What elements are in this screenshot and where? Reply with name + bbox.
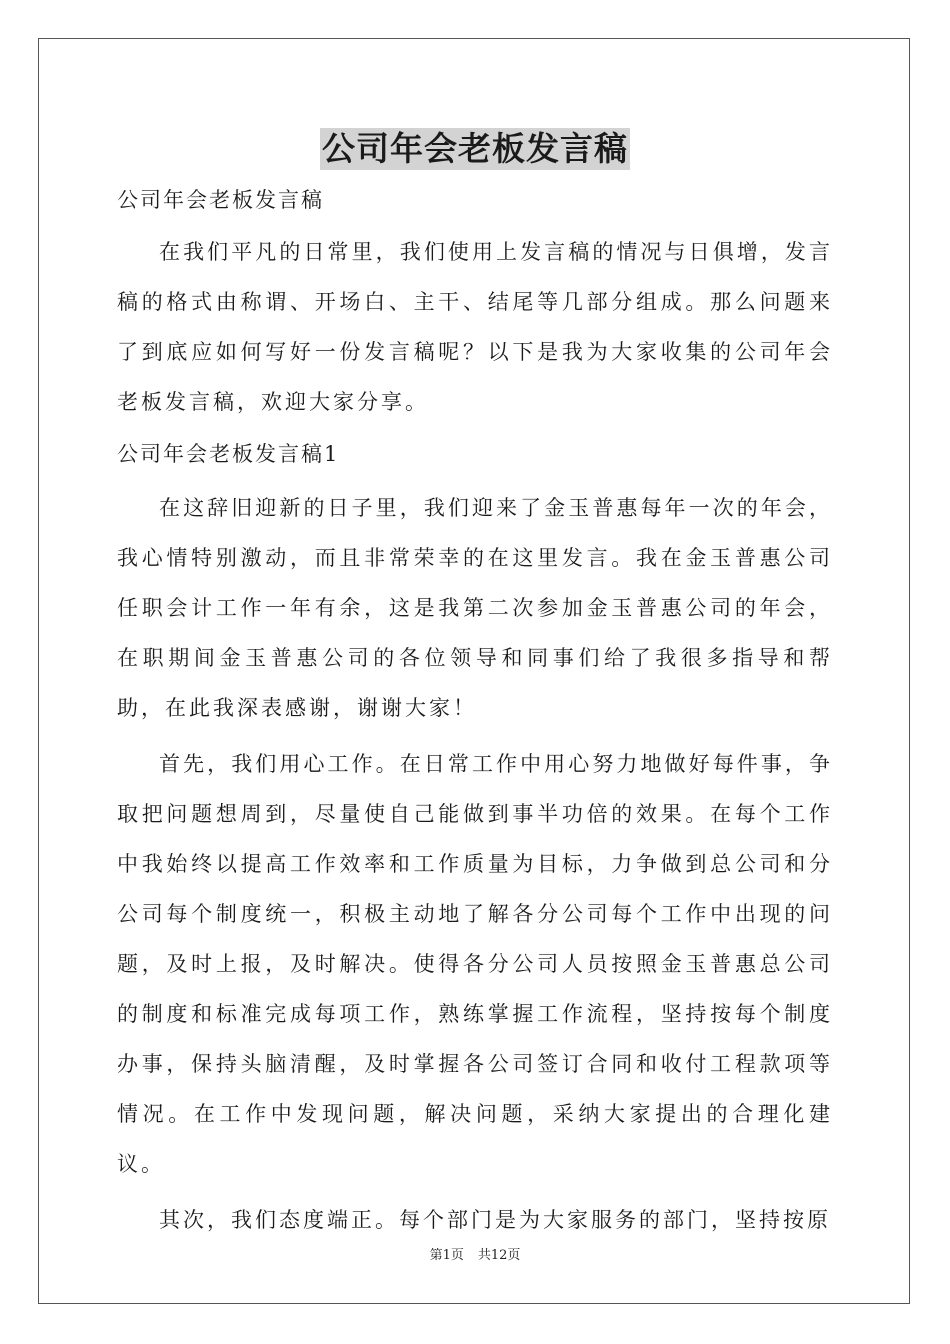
page-footer bbox=[0, 1247, 950, 1265]
body-paragraph: 其次，我们态度端正。每个部门是为大家服务的部门，坚持按原 bbox=[159, 1208, 831, 1232]
document-title: 公司年会老板发言稿 bbox=[322, 129, 628, 168]
intro-paragraph: 在我们平凡的日常里，我们使用上发言稿的情况与日俱增，发言稿的格式由称谓、开场白、主干、结尾等几部分组成。那么问题来了到底应如何写好一份发言稿呢？以下是我为大家收集的公司年会老板发言稿，欢迎大家分享。 bbox=[117, 240, 833, 414]
page-total: 共12页 bbox=[477, 1248, 521, 1263]
section-heading: 公司年会老板发言稿1 bbox=[117, 442, 340, 466]
document-body bbox=[117, 177, 833, 1245]
body-paragraph: 首先，我们用心工作。在日常工作中用心努力地做好每件事，争取把问题想周到，尽量使自己能做到事半功倍的效果。在每个工作中我始终以提高工作效率和工作质量为目标，力争做到总公司和分公司每个制度统一，积极主动地了解各分公司每个工作中出现的问题，及时上报，及时解决。使得各分公司人员按照金玉普惠总公司的制度和标准完成每项工作，熟练掌握工作流程，坚持按每个制度办事，保持头脑清醒，及时掌握各公司签订合同和收付工程款项等情况。在工作中发现问题，解决问题，采纳大家提出的合理化建议。 bbox=[117, 752, 833, 1176]
page-number: 第1页 bbox=[429, 1248, 464, 1263]
body-paragraph: 在这辞旧迎新的日子里，我们迎来了金玉普惠每年一次的年会，我心情特别激动，而且非常荣幸的在这里发言。我在金玉普惠公司任职会计工作一年有余，这是我第二次参加金玉普惠公司的年会，在职期间金玉普惠公司的各位领导和同事们给了我很多指导和帮助，在此我深表感谢，谢谢大家！ bbox=[117, 496, 833, 720]
title-block bbox=[0, 128, 950, 170]
document-subtitle: 公司年会老板发言稿 bbox=[117, 188, 324, 212]
